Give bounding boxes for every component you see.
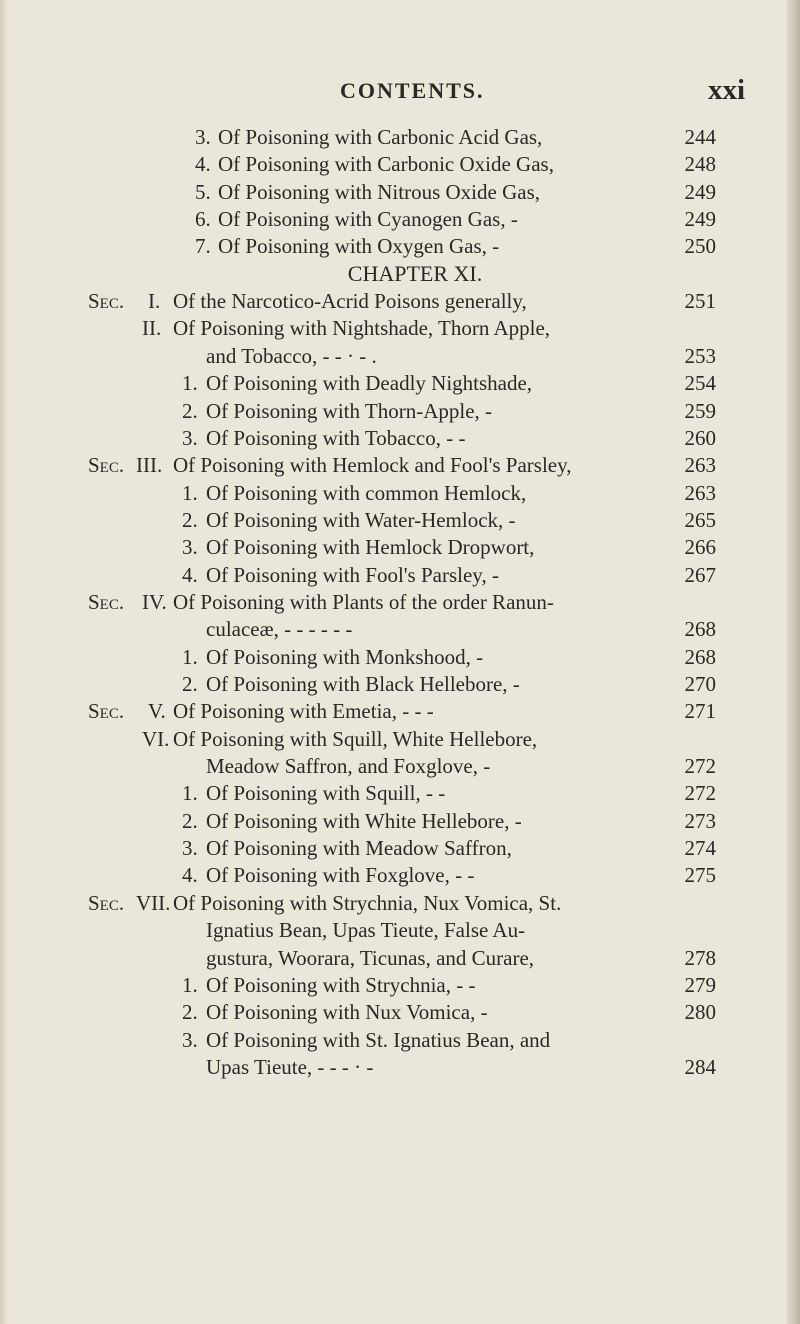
entry-title: Of Poisoning with St. Ignatius Bean, and [206, 1028, 551, 1052]
entry-page-number: 272 [684, 754, 716, 778]
entry-title: Of Poisoning with Cyanogen Gas, - [218, 207, 518, 231]
toc-entry [0, 315, 800, 341]
entry-page-number: 270 [684, 672, 716, 696]
entry-number: 3. [182, 535, 198, 559]
toc-entry [0, 206, 800, 232]
entry-title: Of Poisoning with Strychnia, - - [206, 973, 476, 997]
entry-title: Ignatius Bean, Upas Tieute, False Au- [206, 918, 526, 942]
entry-number: 3. [182, 426, 198, 450]
entry-number: 1. [182, 973, 198, 997]
toc-entry [0, 890, 800, 916]
toc-entry [0, 835, 800, 861]
running-header [0, 74, 800, 118]
section-label: Sec. [88, 590, 125, 614]
toc-entry [0, 698, 800, 724]
entry-page-number: 250 [684, 234, 716, 258]
entry-page-number: 278 [684, 946, 716, 970]
entry-page-number: 271 [684, 699, 716, 723]
toc-entry [0, 288, 800, 314]
entry-number: IV. [142, 590, 167, 614]
entry-title: Of Poisoning with Squill, White Hellebore, [173, 727, 538, 751]
toc-entry [0, 452, 800, 478]
entry-page-number: 274 [684, 836, 716, 860]
entry-number: 3. [182, 1028, 198, 1052]
toc-entry [0, 507, 800, 533]
entry-number: 5. [195, 180, 211, 204]
entry-page-number: 260 [684, 426, 716, 450]
entry-title: Of Poisoning with Deadly Nightshade, [206, 371, 533, 395]
entry-number: 2. [182, 672, 198, 696]
entry-page-number: 268 [684, 617, 716, 641]
entry-number: 3. [182, 836, 198, 860]
entry-page-number: 273 [684, 809, 716, 833]
entry-number: 1. [182, 371, 198, 395]
toc-entry [0, 862, 800, 888]
entry-page-number: 265 [684, 508, 716, 532]
entry-page-number: 248 [684, 152, 716, 176]
entry-page-number: 268 [684, 645, 716, 669]
entry-number: VII. [136, 891, 171, 915]
entry-title: Of the Narcotico-Acrid Poisons generally, [173, 289, 527, 313]
entry-title: Of Poisoning with Monkshood, - [206, 645, 484, 669]
entry-title: Of Poisoning with Nightshade, Thorn Apple, [173, 316, 551, 340]
entry-title: Of Poisoning with Thorn-Apple, - [206, 399, 493, 423]
section-label: Sec. [88, 453, 125, 477]
entry-title: Of Poisoning with Fool's Parsley, - [206, 563, 499, 587]
section-label: Sec. [88, 699, 125, 723]
toc-entry [0, 753, 800, 779]
entry-title: Of Poisoning with Squill, - - [206, 781, 446, 805]
entry-title: Of Poisoning with Carbonic Oxide Gas, [218, 152, 554, 176]
entry-number: 2. [182, 1000, 198, 1024]
toc-entry [0, 726, 800, 752]
entry-number: VI. [142, 727, 170, 751]
section-label: Sec. [88, 289, 125, 313]
section-label: Sec. [88, 891, 125, 915]
entry-number: 2. [182, 809, 198, 833]
entry-title: Upas Tieute, - - - · - [206, 1055, 374, 1079]
entry-page-number: 249 [684, 207, 716, 231]
entry-title: Of Poisoning with Emetia, - - - [173, 699, 434, 723]
toc-entry [0, 124, 800, 150]
entry-title: Of Poisoning with Meadow Saffron, [206, 836, 512, 860]
toc-entry [0, 343, 800, 369]
entry-page-number: 280 [684, 1000, 716, 1024]
entry-number: III. [136, 453, 163, 477]
entry-title: Of Poisoning with Oxygen Gas, - [218, 234, 500, 258]
toc-entry [0, 589, 800, 615]
entry-page-number: 259 [684, 399, 716, 423]
entry-number: 2. [182, 399, 198, 423]
entry-title: Of Poisoning with common Hemlock, [206, 481, 527, 505]
entry-number: 4. [195, 152, 211, 176]
entry-number: 6. [195, 207, 211, 231]
entry-number: 7. [195, 234, 211, 258]
entry-number: II. [142, 316, 162, 340]
entry-title: culaceæ, - - - - - - [206, 617, 353, 641]
entry-page-number: 263 [684, 453, 716, 477]
entry-title: Of Poisoning with Carbonic Acid Gas, [218, 125, 543, 149]
entry-page-number: 284 [684, 1055, 716, 1079]
entry-page-number: 251 [684, 289, 716, 313]
entry-title: Of Poisoning with Plants of the order Ranun- [173, 590, 554, 614]
entry-title: Of Poisoning with Foxglove, - - [206, 863, 475, 887]
entry-number: 2. [182, 508, 198, 532]
toc-entry [0, 562, 800, 588]
entry-page-number: 253 [684, 344, 716, 368]
toc-entry [0, 370, 800, 396]
toc-entry [0, 1027, 800, 1053]
entry-number: 3. [195, 125, 211, 149]
toc-entry [0, 179, 800, 205]
entry-page-number: 279 [684, 973, 716, 997]
toc-entry [0, 398, 800, 424]
toc-entry [0, 972, 800, 998]
entry-title: gustura, Woorara, Ticunas, and Curare, [206, 946, 535, 970]
header-title: CONTENTS. [340, 78, 485, 103]
entry-page-number: 272 [684, 781, 716, 805]
entry-title: Of Poisoning with Water-Hemlock, - [206, 508, 516, 532]
entry-number: 1. [182, 645, 198, 669]
entry-title: Of Poisoning with Strychnia, Nux Vomica, St. [173, 891, 562, 915]
entry-number: I. [148, 289, 161, 313]
entry-title: Of Poisoning with Hemlock Dropwort, [206, 535, 535, 559]
entry-number: 4. [182, 563, 198, 587]
toc-entry [0, 1054, 800, 1080]
entry-title: Of Poisoning with Nitrous Oxide Gas, [218, 180, 540, 204]
toc-entry [0, 425, 800, 451]
entry-title: Of Poisoning with Tobacco, - - [206, 426, 466, 450]
entry-page-number: 266 [684, 535, 716, 559]
toc-entry [0, 780, 800, 806]
entry-number: 1. [182, 781, 198, 805]
toc-entry [0, 917, 800, 943]
entry-title: Of Poisoning with White Hellebore, - [206, 809, 522, 833]
toc-entry [0, 644, 800, 670]
entry-page-number: 267 [684, 563, 716, 587]
toc-entry [0, 945, 800, 971]
entry-title: Of Poisoning with Black Hellebore, - [206, 672, 520, 696]
header-page-number: xxi [708, 74, 746, 106]
entry-title: and Tobacco, - - · - . [206, 344, 377, 368]
toc-entry [0, 808, 800, 834]
chapter-heading: CHAPTER XI. [347, 261, 483, 286]
toc-entry [0, 616, 800, 642]
entry-page-number: 263 [684, 481, 716, 505]
entry-page-number: 249 [684, 180, 716, 204]
toc-entry [0, 671, 800, 697]
entry-number: V. [148, 699, 166, 723]
toc-entry [0, 480, 800, 506]
entry-title: Of Poisoning with Nux Vomica, - [206, 1000, 488, 1024]
entry-number: 1. [182, 481, 198, 505]
entry-title: Of Poisoning with Hemlock and Fool's Parsley, [173, 453, 572, 477]
entry-title: Meadow Saffron, and Foxglove, - [206, 754, 491, 778]
toc-entry [0, 999, 800, 1025]
entry-page-number: 254 [684, 371, 716, 395]
entry-page-number: 275 [684, 863, 716, 887]
entry-page-number: 244 [684, 125, 716, 149]
toc-entry [0, 151, 800, 177]
entry-number: 4. [182, 863, 198, 887]
toc-entry [0, 233, 800, 259]
toc-entry [0, 534, 800, 560]
